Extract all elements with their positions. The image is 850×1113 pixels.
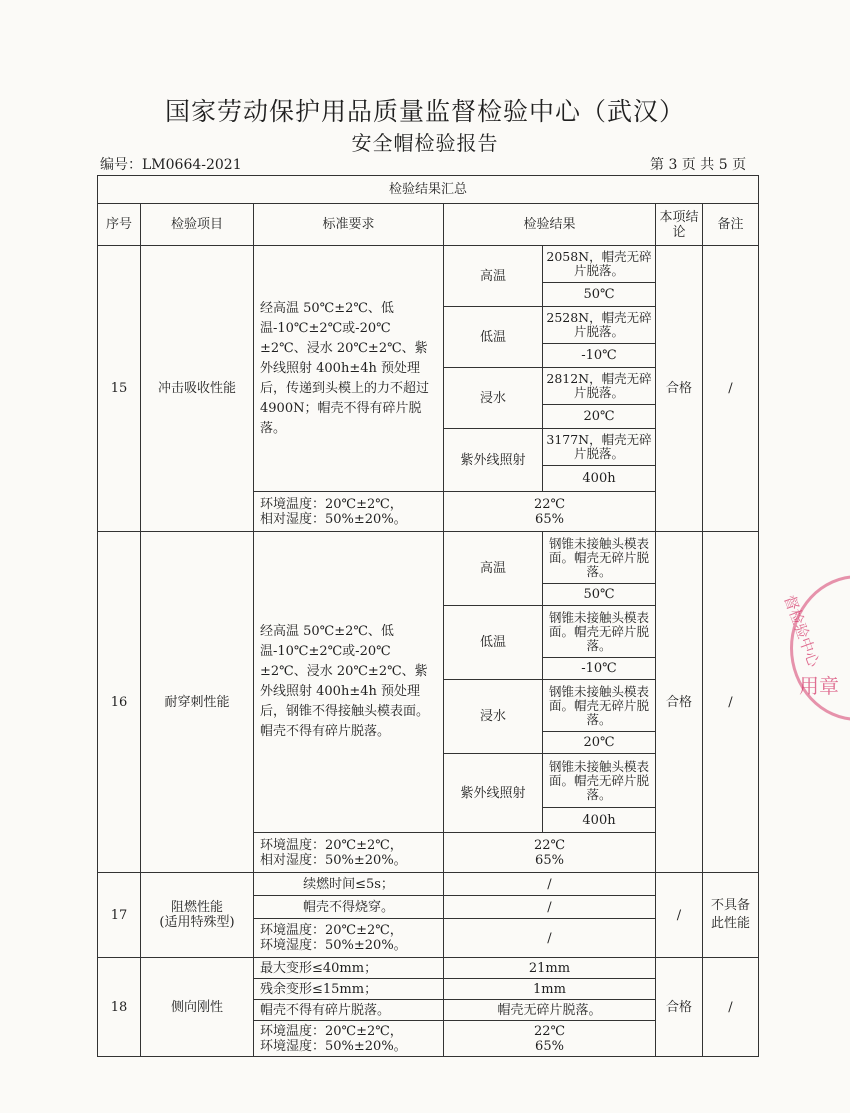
row16-cond-name: 低温 bbox=[444, 606, 543, 680]
row15-cond-param: 50℃ bbox=[543, 283, 656, 307]
row18-env-value: 22℃ 65% bbox=[444, 1021, 656, 1057]
row15-cond-result: 2812N，帽壳无碎片脱落。 bbox=[543, 368, 656, 405]
row15-env-label: 环境温度：20℃±2℃， 相对湿度：50%±20%。 bbox=[254, 492, 444, 532]
row18-result: 1mm bbox=[444, 979, 656, 1000]
row18-seq: 18 bbox=[98, 958, 141, 1057]
row15-cond-name: 浸水 bbox=[444, 368, 543, 429]
row16-seq: 16 bbox=[98, 532, 141, 873]
header-standard: 标准要求 bbox=[254, 204, 444, 246]
row15-cond-name: 紫外线照射 bbox=[444, 429, 543, 492]
row15-remark: / bbox=[703, 246, 759, 532]
row17-requirement: 帽壳不得烧穿。 bbox=[254, 896, 444, 919]
row18-remark: / bbox=[703, 958, 759, 1057]
row16-cond-param: 400h bbox=[543, 808, 656, 833]
header-result: 检验结果 bbox=[444, 204, 656, 246]
row18-requirement: 最大变形≤40mm； bbox=[254, 958, 444, 979]
row15-cond-name: 低温 bbox=[444, 307, 543, 368]
row16-cond-result: 钢锥未接触头模表面。帽壳无碎片脱落。 bbox=[543, 680, 656, 732]
row17-env-label: 环境温度：20℃±2℃， 环境湿度：50%±20%。 bbox=[254, 919, 444, 958]
row15-cond-result: 3177N，帽壳无碎片脱落。 bbox=[543, 429, 656, 466]
results-table bbox=[97, 175, 759, 1057]
row15-seq: 15 bbox=[98, 246, 141, 532]
row16-cond-name: 紫外线照射 bbox=[444, 754, 543, 833]
row17-result: / bbox=[444, 919, 656, 958]
row17-requirement: 续燃时间≤5s； bbox=[254, 873, 444, 896]
row15-env-value: 22℃ 65% bbox=[444, 492, 656, 532]
row18-result: 21mm bbox=[444, 958, 656, 979]
row16-cond-name: 高温 bbox=[444, 532, 543, 606]
row16-cond-result: 钢锥未接触头模表面。帽壳无碎片脱落。 bbox=[543, 532, 656, 584]
header-seq: 序号 bbox=[98, 204, 141, 246]
row17-conclusion: / bbox=[656, 873, 703, 958]
report-number: 编号：LM0664-2021 bbox=[100, 157, 242, 173]
row18-conclusion: 合格 bbox=[656, 958, 703, 1057]
row16-conclusion: 合格 bbox=[656, 532, 703, 873]
header-conclusion: 本项结论 bbox=[656, 204, 703, 246]
row16-cond-name: 浸水 bbox=[444, 680, 543, 754]
report-subtitle: 安全帽检验报告 bbox=[351, 131, 499, 155]
row15-cond-result: 2528N，帽壳无碎片脱落。 bbox=[543, 307, 656, 344]
row17-remark: 不具备此性能 bbox=[703, 873, 759, 958]
row15-cond-param: 20℃ bbox=[543, 405, 656, 429]
row15-requirement: 经高温 50℃±2℃、低温-10℃±2℃或-20℃±2℃、浸水 20℃±2℃、紫外线照射 400h±4h 预处理后，传递到头模上的力不超过 4900N；帽壳不得有碎片脱落。 bbox=[254, 246, 444, 492]
row18-requirement: 残余变形≤15mm； bbox=[254, 979, 444, 1000]
row17-item: 阻燃性能 (适用特殊型) bbox=[141, 873, 254, 958]
report-title: 国家劳动保护用品质量监督检验中心（武汉） bbox=[164, 97, 685, 126]
row17-seq: 17 bbox=[98, 873, 141, 958]
header-item: 检验项目 bbox=[141, 204, 254, 246]
stamp-text-bottom: 用章 bbox=[799, 674, 839, 698]
row16-item: 耐穿刺性能 bbox=[141, 532, 254, 873]
row16-env-value: 22℃ 65% bbox=[444, 833, 656, 873]
row16-cond-result: 钢锥未接触头模表面。帽壳无碎片脱落。 bbox=[543, 754, 656, 808]
table-caption: 检验结果汇总 bbox=[98, 176, 759, 204]
row17-result: / bbox=[444, 896, 656, 919]
row18-item: 侧向刚性 bbox=[141, 958, 254, 1057]
row16-cond-param: -10℃ bbox=[543, 658, 656, 680]
row16-requirement: 经高温 50℃±2℃、低温-10℃±2℃或-20℃±2℃、浸水 20℃±2℃、紫外线照射 400h±4h 预处理后，钢锥不得接触头模表面。帽壳不得有碎片脱落。 bbox=[254, 532, 444, 833]
row16-cond-param: 50℃ bbox=[543, 584, 656, 606]
stamp-text-top: 督检验中心 bbox=[780, 592, 823, 670]
row15-conclusion: 合格 bbox=[656, 246, 703, 532]
page-indicator: 第 3 页 共 5 页 bbox=[650, 157, 747, 173]
row18-requirement: 帽壳不得有碎片脱落。 bbox=[254, 1000, 444, 1021]
row16-cond-result: 钢锥未接触头模表面。帽壳无碎片脱落。 bbox=[543, 606, 656, 658]
row18-result: 帽壳无碎片脱落。 bbox=[444, 1000, 656, 1021]
row15-cond-param: 400h bbox=[543, 466, 656, 492]
official-seal-stamp bbox=[780, 575, 850, 721]
row17-result: / bbox=[444, 873, 656, 896]
row15-item: 冲击吸收性能 bbox=[141, 246, 254, 532]
row16-remark: / bbox=[703, 532, 759, 873]
row15-cond-result: 2058N，帽壳无碎片脱落。 bbox=[543, 246, 656, 283]
row16-cond-param: 20℃ bbox=[543, 732, 656, 754]
row18-env-label: 环境温度：20℃±2℃， 环境湿度：50%±20%。 bbox=[254, 1021, 444, 1057]
row16-env-label: 环境温度：20℃±2℃， 相对湿度：50%±20%。 bbox=[254, 833, 444, 873]
row15-cond-param: -10℃ bbox=[543, 344, 656, 368]
header-remark: 备注 bbox=[703, 204, 759, 246]
row15-cond-name: 高温 bbox=[444, 246, 543, 307]
